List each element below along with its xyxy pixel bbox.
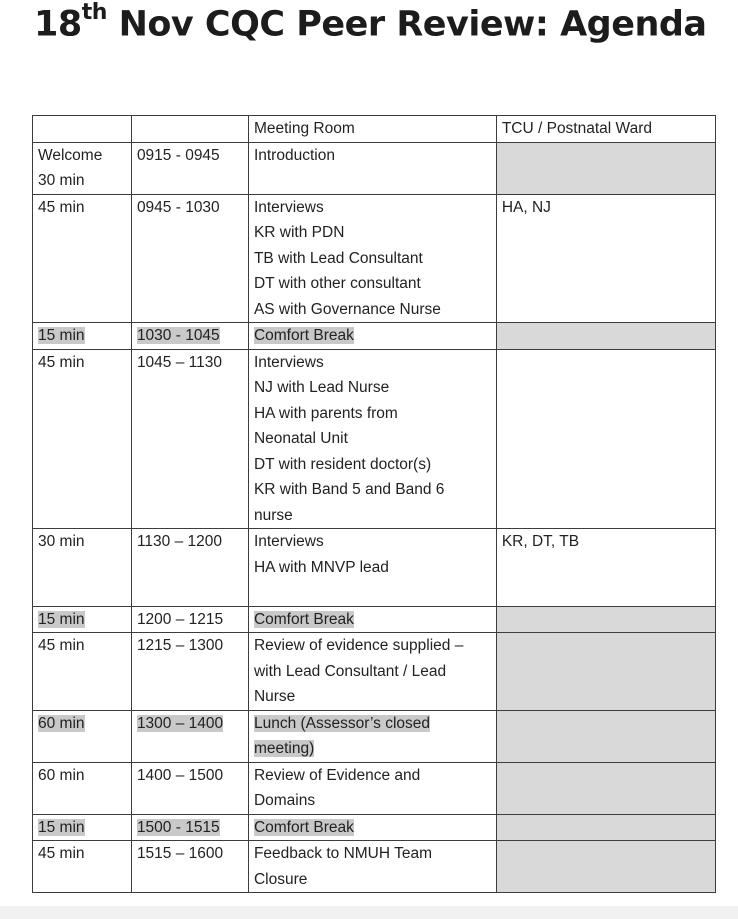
title-date-suffix: th [81, 0, 107, 25]
header-meeting-room: Meeting Room [248, 116, 496, 143]
cell-meeting-room: Interviews HA with MNVP lead [248, 529, 496, 607]
agenda-table [32, 115, 716, 893]
cell-ward [496, 841, 715, 893]
cell-duration: 45 min [33, 841, 132, 893]
table-row [33, 606, 716, 633]
cell-duration [33, 323, 132, 350]
table-row [33, 349, 716, 529]
page-title [34, 0, 707, 45]
highlighted-text: 1500 - 1515 [136, 818, 220, 836]
cell-time: 1215 – 1300 [131, 633, 248, 711]
table-row [33, 194, 716, 323]
cell-duration: 45 min [33, 633, 132, 711]
header-duration [33, 116, 132, 143]
cell-meeting-room: Feedback to NMUH Team Closure [248, 841, 496, 893]
cell-meeting-room [248, 814, 496, 841]
highlighted-text: Lunch (Assessor’s closed [253, 714, 430, 732]
agenda-table-body [33, 116, 716, 893]
table-header-row [33, 116, 716, 143]
cell-meeting-room: Interviews NJ with Lead Nurse HA with parents from Neonatal Unit DT with resident doctor(s) KR with Band 5 and Band 6 nurse [248, 349, 496, 529]
table-row [33, 710, 716, 762]
cell-time: 0945 - 1030 [131, 194, 248, 323]
header-ward: TCU / Postnatal Ward [496, 116, 715, 143]
cell-ward: HA, NJ [496, 194, 715, 323]
cell-meeting-room: Introduction [248, 142, 496, 194]
highlighted-text: 60 min [38, 714, 85, 732]
cell-duration [33, 606, 132, 633]
cell-duration [33, 814, 132, 841]
cell-time: 1200 – 1215 [131, 606, 248, 633]
highlighted-text: 1300 – 1400 [136, 714, 224, 732]
cell-meeting-room: Interviews KR with PDN TB with Lead Consultant DT with other consultant AS with Governance Nurse [248, 194, 496, 323]
cell-time: 0915 - 0945 [131, 142, 248, 194]
cell-ward: KR, DT, TB [496, 529, 715, 607]
highlighted-text: 15 min [38, 327, 85, 344]
cell-ward [496, 323, 715, 350]
cell-time: 1045 – 1130 [131, 349, 248, 529]
bottom-strip [0, 906, 738, 919]
cell-duration: 60 min [33, 762, 132, 814]
cell-ward [496, 710, 715, 762]
title-text: Nov CQC Peer Review: Agenda [106, 4, 707, 45]
cell-ward [496, 606, 715, 633]
cell-time [131, 710, 248, 762]
table-row [33, 529, 716, 607]
table-row [33, 633, 716, 711]
cell-duration: 30 min [33, 529, 132, 607]
highlighted-text: 15 min [38, 610, 85, 628]
cell-ward [496, 633, 715, 711]
cell-meeting-room: Review of evidence supplied – with Lead Consultant / Lead Nurse [248, 633, 496, 711]
cell-time [131, 814, 248, 841]
highlighted-text: 1030 - 1045 [136, 327, 220, 344]
cell-duration: 45 min [33, 349, 132, 529]
cell-ward [496, 349, 715, 529]
cell-time: 1130 – 1200 [131, 529, 248, 607]
cell-meeting-room [248, 606, 496, 633]
cell-ward [496, 762, 715, 814]
cell-ward [496, 142, 715, 194]
cell-ward [496, 814, 715, 841]
cell-duration [33, 710, 132, 762]
highlighted-text: 15 min [38, 818, 85, 836]
highlighted-text: Comfort Break [253, 327, 354, 344]
cell-time: 1515 – 1600 [131, 841, 248, 893]
cell-duration: 45 min [33, 194, 132, 323]
header-time [131, 116, 248, 143]
highlighted-text: Comfort Break [253, 818, 354, 836]
table-row [33, 142, 716, 194]
cell-time [131, 323, 248, 350]
table-row [33, 814, 716, 841]
table-row [33, 323, 716, 350]
highlighted-text: Comfort Break [253, 610, 354, 628]
cell-meeting-room: Review of Evidence and Domains [248, 762, 496, 814]
table-row [33, 841, 716, 893]
cell-meeting-room [248, 710, 496, 762]
cell-meeting-room [248, 323, 496, 350]
highlighted-text: meeting) [253, 740, 315, 757]
cell-duration: Welcome 30 min [33, 142, 132, 194]
table-row [33, 762, 716, 814]
cell-time: 1400 – 1500 [131, 762, 248, 814]
title-date: 18 [34, 4, 82, 45]
